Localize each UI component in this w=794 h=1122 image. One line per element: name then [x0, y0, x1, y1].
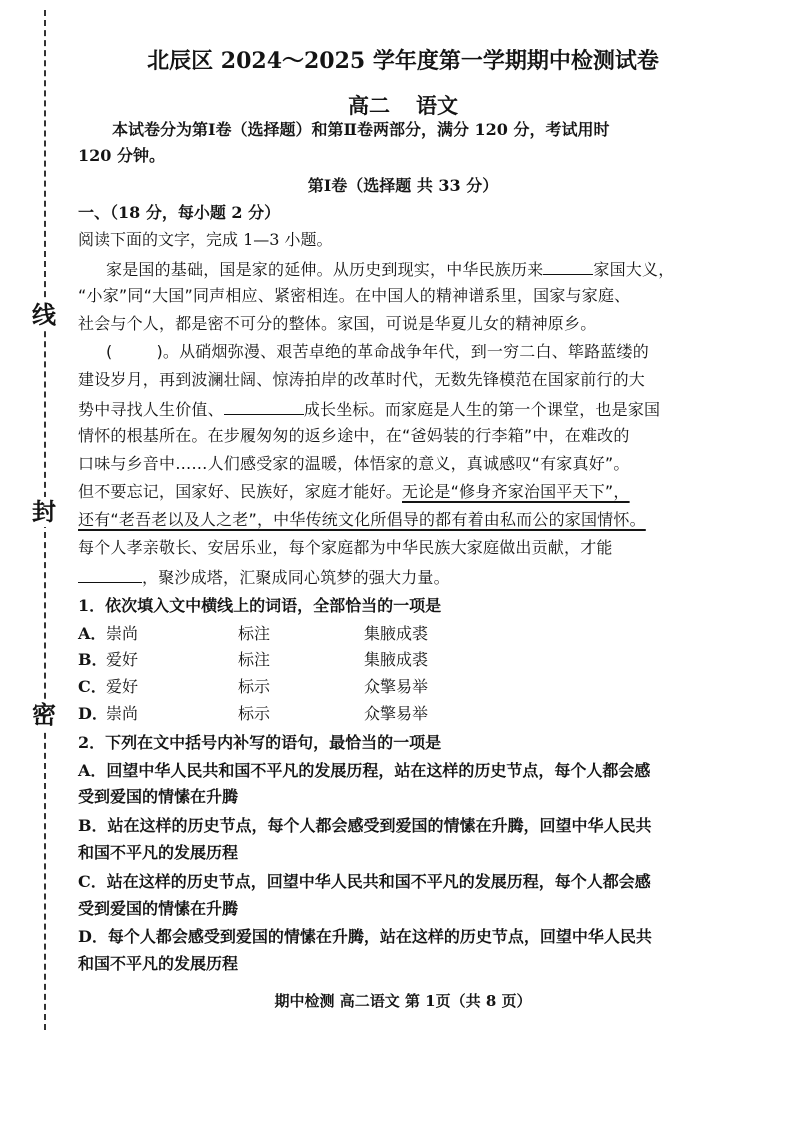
page-footer: 期中检测 高二语文 第 1页（共 8 页）: [274, 992, 532, 1010]
reading-instruction: 阅读下面的文字，完成 1—3 小题。: [78, 230, 333, 249]
question-2-stem: 2．下列在文中括号内补写的语句，最恰当的一项是: [78, 733, 442, 752]
option-word: 崇尚: [106, 624, 139, 643]
exam-title: 北辰区 2024～2025 学年度第一学期期中检测试卷: [147, 48, 659, 74]
q2-option-c-line-2: 受到爱国的情愫在升腾: [78, 899, 239, 918]
margin-mark-xian: 线: [22, 300, 66, 330]
option-letter: B．: [78, 650, 108, 669]
fill-blank-3: [78, 566, 142, 583]
q2-option-c-line-1: C．站在这样的历史节点，回望中华人民共和国不平凡的发展历程，每个人都会感: [78, 872, 651, 891]
option-word: 集腋成裘: [364, 624, 429, 643]
q2-option-d-line-1: D．每个人都会感受到爱国的情愫在升腾，站在这样的历史节点，回望中华人民共: [78, 927, 652, 946]
option-word: 标注: [238, 624, 271, 643]
passage-line: 情怀的根基所在。在步履匆匆的返乡途中，在“爸妈装的行李箱”中，在难改的: [78, 426, 630, 445]
option-word: 众擎易举: [364, 677, 429, 696]
q2-option-b-line-1: B．站在这样的历史节点，每个人都会感受到爱国的情愫在升腾，回望中华人民共: [78, 816, 652, 835]
passage-text: ，聚沙成塔，汇聚成同心筑梦的强大力量。: [142, 568, 450, 587]
option-word: 集腋成裘: [364, 650, 429, 669]
option-word: 标注: [238, 650, 271, 669]
option-word: 崇尚: [106, 704, 139, 723]
passage-line: [106, 258, 674, 280]
option-word: 爱好: [106, 677, 139, 696]
margin-mark-mi: 密: [22, 700, 66, 730]
option-word: 众擎易举: [364, 704, 429, 723]
grade-label: 高二: [348, 93, 390, 118]
option-word: 标示: [238, 704, 271, 723]
option-letter: A．: [78, 624, 107, 643]
q2-option-a-line-2: 受到爱国的情愫在升腾: [78, 787, 239, 806]
fill-blank-1: [543, 258, 593, 275]
option-word: 爱好: [106, 650, 139, 669]
passage-line: 社会与个人，都是密不可分的整体。家国，可说是华夏儿女的精神原乡。: [78, 314, 597, 333]
fill-blank-2: [224, 398, 304, 415]
option-word: 标示: [238, 677, 271, 696]
passage-text: 但不要忘记，国家好、民族好，家庭才能好。: [78, 482, 403, 501]
q2-option-b-line-2: 和国不平凡的发展历程: [78, 843, 239, 862]
question-1-stem: 1．依次填入文中横线上的词语，全部恰当的一项是: [78, 596, 442, 615]
subject-label: 语文: [416, 93, 458, 118]
passage-line: 每个人孝亲敬长、安居乐业，每个家庭都为中华民族大家庭做出贡献，才能: [78, 538, 613, 557]
passage-line: 口味与乡音中……人们感受家的温暖，体悟家的意义，真诚感叹“有家真好”。: [78, 454, 630, 473]
bracket-open: (: [106, 342, 113, 361]
option-letter: C．: [78, 677, 107, 696]
passage-line: [78, 482, 630, 502]
passage-line: [106, 342, 649, 362]
passage-line: “小家”同“大国”同声相应、紧密相连。在中国人的精神谱系里，国家与家庭、: [78, 286, 631, 305]
passage-line: [78, 510, 646, 530]
intro-line-1: 本试卷分为第Ⅰ卷（选择题）和第Ⅱ卷两部分，满分 120 分，考试用时: [112, 120, 610, 139]
part1-title: 第Ⅰ卷（选择题 共 33 分）: [307, 176, 499, 195]
passage-text: )。从硝烟弥漫、艰苦卓绝的革命战争年代，到一穷二白、筚路蓝缕的: [156, 342, 649, 361]
q2-option-d-line-2: 和国不平凡的发展历程: [78, 954, 239, 973]
passage-line: [78, 566, 450, 588]
passage-line: 建设岁月，再到波澜壮阔、惊涛拍岸的改革时代，无数先锋模范在国家前行的大: [78, 370, 646, 389]
passage-text: 势中寻找人生价值、: [78, 400, 224, 419]
passage-text: 家国大义，: [593, 260, 675, 279]
passage-line: [78, 398, 660, 420]
underlined-sentence: 无论是“修身齐家治国平天下”，: [402, 482, 630, 501]
q2-option-a-line-1: A．回望中华人民共和国不平凡的发展历程，站在这样的历史节点，每个人都会感: [78, 761, 651, 780]
margin-mark-feng: 封: [22, 497, 66, 527]
underlined-sentence: 还有“老吾老以及人之老”，中华传统文化所倡导的都有着由私而公的家国情怀。: [78, 510, 646, 529]
passage-text: 成长坐标。而家庭是人生的第一个课堂，也是家国: [303, 400, 661, 419]
intro-line-2: 120 分钟。: [78, 146, 165, 165]
exam-subject-heading: [78, 90, 728, 120]
passage-text: 家是国的基础，国是家的延伸。从历史到现实，中华民族历来: [106, 260, 544, 279]
option-letter: D．: [78, 704, 108, 723]
section-one-heading: 一、（18 分，每小题 2 分）: [78, 203, 281, 222]
